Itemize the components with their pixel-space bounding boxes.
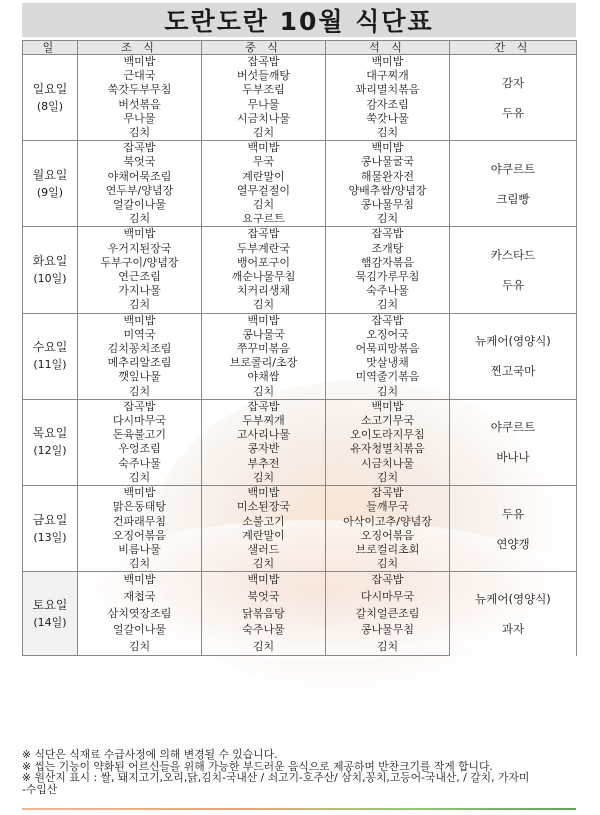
breakfast-item: 얼갈이나물 xyxy=(78,622,202,639)
header-row xyxy=(23,41,577,55)
lunch-item: 소불고기 xyxy=(202,515,326,529)
breakfast-item: 백미밥 xyxy=(78,313,202,328)
lunch-item: 김치 xyxy=(202,298,326,313)
day-date: (12일) xyxy=(33,444,67,458)
lunch-item: 잡곡밥 xyxy=(202,399,326,414)
lunch-item: 콩자반 xyxy=(202,442,326,456)
lunch-item: 콩나물국 xyxy=(202,328,326,342)
dinner-item: 들깨무국 xyxy=(326,500,450,514)
breakfast-item: 김치 xyxy=(78,639,202,656)
dinner-item: 김치 xyxy=(326,385,450,400)
lunch-item: 김치 xyxy=(202,639,326,656)
dinner-item: 다시마무국 xyxy=(326,589,450,606)
breakfast-item: 김치 xyxy=(78,471,202,486)
dinner-item: 양배추쌈/양념장 xyxy=(326,184,450,198)
breakfast-item: 버섯볶음 xyxy=(78,98,202,112)
dinner-item: 잡곡밥 xyxy=(326,313,450,328)
snack-cell xyxy=(450,227,577,313)
dinner-item: 대구찌개 xyxy=(326,69,450,83)
lunch-item: 치커리생채 xyxy=(202,284,326,298)
breakfast-item: 무나물 xyxy=(78,112,202,126)
lunch-item: 김치 xyxy=(202,557,326,572)
note-line: ※ 씹는 기능이 약화된 어르신들을 위해 가능한 부드러운 음식으로 제공하며 반찬크기를 작게 합니다. xyxy=(22,759,493,773)
lunch-item: 고사리나물 xyxy=(202,428,326,442)
lunch-item: 백미밥 xyxy=(202,572,326,589)
lunch-item: 브로콜리/초장 xyxy=(202,356,326,370)
header-snack: 간 식 xyxy=(450,41,577,55)
snack-item: 두유 xyxy=(501,105,525,120)
day-name: 일요일 xyxy=(32,81,68,96)
menu-table xyxy=(22,40,577,656)
lunch-item: 미소된장국 xyxy=(202,500,326,514)
lunch-item: 백미밥 xyxy=(202,486,326,501)
breakfast-item: 잡곡밥 xyxy=(78,141,202,156)
table-row xyxy=(23,141,577,156)
day-cell xyxy=(23,399,78,485)
breakfast-item: 잡곡밥 xyxy=(78,399,202,414)
breakfast-item: 백미밥 xyxy=(78,227,202,242)
snack-cell xyxy=(450,572,577,656)
lunch-item: 열무겉절이 xyxy=(202,184,326,198)
day-cell xyxy=(23,141,78,227)
dinner-item: 오징어국 xyxy=(326,328,450,342)
breakfast-item: 맑은동태탕 xyxy=(78,500,202,514)
dinner-item: 오이도라지무침 xyxy=(326,428,450,442)
page-title: 도란도란 10월 식단표 xyxy=(22,3,576,37)
dinner-item: 김치 xyxy=(326,471,450,486)
breakfast-item: 야채어묵조림 xyxy=(78,170,202,184)
lunch-item: 계란말이 xyxy=(202,529,326,543)
dinner-item: 잡곡밥 xyxy=(326,572,450,589)
note-line: ※ 식단은 식재료 수급사정에 의해 변경될 수 있습니다. xyxy=(22,748,278,761)
table-row xyxy=(23,55,577,70)
snack-item: 카스타드 xyxy=(490,248,536,263)
breakfast-item: 메추리알조림 xyxy=(78,356,202,370)
lunch-item: 김치 xyxy=(202,126,326,141)
lunch-item: 북엇국 xyxy=(202,589,326,606)
lunch-item: 부추전 xyxy=(202,457,326,471)
breakfast-item: 비름나물 xyxy=(78,543,202,557)
breakfast-item: 숙주나물 xyxy=(78,457,202,471)
snack-item: 두유 xyxy=(501,506,525,521)
bottom-divider xyxy=(22,808,576,810)
dinner-item: 소고기무국 xyxy=(326,414,450,428)
snack-item: 연양갱 xyxy=(496,536,530,551)
snack-cell xyxy=(450,141,577,227)
lunch-item: 야채쌈 xyxy=(202,370,326,384)
header-day: 일 xyxy=(23,41,78,55)
breakfast-item: 우엉조림 xyxy=(78,442,202,456)
day-date: (9일) xyxy=(36,185,64,199)
day-name: 수요일 xyxy=(32,340,68,355)
breakfast-item: 북엇국 xyxy=(78,155,202,169)
snack-item: 감자 xyxy=(501,75,525,90)
day-cell xyxy=(23,313,78,399)
day-date: (8일) xyxy=(36,99,64,113)
notes xyxy=(22,749,582,795)
dinner-item: 쑥갓나물 xyxy=(326,112,450,126)
lunch-item: 뱅어포구이 xyxy=(202,256,326,270)
breakfast-item: 돈육불고기 xyxy=(78,428,202,442)
lunch-item: 쭈꾸미볶음 xyxy=(202,342,326,356)
snack-cell xyxy=(450,55,577,141)
lunch-item: 숙주나물 xyxy=(202,622,326,639)
lunch-item: 요구르트 xyxy=(202,212,326,227)
dinner-item: 맛살냉채 xyxy=(326,356,450,370)
day-date: (14일) xyxy=(33,615,67,629)
header-breakfast: 조 식 xyxy=(78,41,202,55)
lunch-item: 무나물 xyxy=(202,98,326,112)
dinner-item: 미역줄기볶음 xyxy=(326,370,450,384)
dinner-item: 묵김가루무침 xyxy=(326,270,450,284)
lunch-item: 두부계란국 xyxy=(202,242,326,256)
dinner-item: 유자청멸치볶음 xyxy=(326,442,450,456)
lunch-item: 두부조림 xyxy=(202,83,326,97)
breakfast-item: 근대국 xyxy=(78,69,202,83)
dinner-item: 어묵피망볶음 xyxy=(326,342,450,356)
lunch-item: 닭볶음탕 xyxy=(202,606,326,623)
breakfast-item: 미역국 xyxy=(78,328,202,342)
dinner-item: 김치 xyxy=(326,639,450,656)
table-row xyxy=(23,486,577,501)
breakfast-item: 두부구이/양념장 xyxy=(78,256,202,270)
breakfast-item: 쑥갓두부무침 xyxy=(78,83,202,97)
dinner-item: 콩나물무침 xyxy=(326,198,450,212)
breakfast-item: 김치 xyxy=(78,385,202,400)
snack-cell xyxy=(450,399,577,485)
breakfast-item: 건파래무침 xyxy=(78,515,202,529)
day-name: 화요일 xyxy=(32,254,68,269)
dinner-item: 잡곡밥 xyxy=(326,486,450,501)
snack-item: 두유 xyxy=(501,278,525,293)
snack-item: 바나나 xyxy=(496,450,530,465)
breakfast-item: 가지나물 xyxy=(78,284,202,298)
dinner-item: 콩나물무침 xyxy=(326,622,450,639)
snack-item: 크림빵 xyxy=(496,191,530,206)
day-cell xyxy=(23,486,78,572)
snack-item: 야쿠르트 xyxy=(490,161,536,176)
dinner-item: 조개탕 xyxy=(326,242,450,256)
lunch-item: 두부찌개 xyxy=(202,414,326,428)
day-date: (13일) xyxy=(33,530,67,544)
table-row xyxy=(23,399,577,414)
lunch-item: 샐러드 xyxy=(202,543,326,557)
breakfast-item: 삼치엿장조림 xyxy=(78,606,202,623)
breakfast-item: 오징어볶음 xyxy=(78,529,202,543)
dinner-item: 김치 xyxy=(326,212,450,227)
breakfast-item: 백미밥 xyxy=(78,55,202,70)
breakfast-item: 우거지된장국 xyxy=(78,242,202,256)
lunch-item: 버섯들깨탕 xyxy=(202,69,326,83)
table-row xyxy=(23,227,577,242)
table-row xyxy=(23,572,577,589)
dinner-item: 잡곡밥 xyxy=(326,227,450,242)
dinner-item: 오징어볶음 xyxy=(326,529,450,543)
snack-item: 뉴케어(영양식) xyxy=(475,592,551,607)
breakfast-item: 김치 xyxy=(78,298,202,313)
snack-item: 과자 xyxy=(501,622,525,637)
dinner-item: 시금치나물 xyxy=(326,457,450,471)
breakfast-item: 얼갈이나물 xyxy=(78,198,202,212)
dinner-item: 백미밥 xyxy=(326,141,450,156)
breakfast-item: 백미밥 xyxy=(78,572,202,589)
dinner-item: 갈치얼큰조림 xyxy=(326,606,450,623)
snack-item: 찐고국마 xyxy=(490,364,536,379)
day-date: (11일) xyxy=(33,358,67,372)
lunch-item: 계란말이 xyxy=(202,170,326,184)
breakfast-item: 김치 xyxy=(78,557,202,572)
header-dinner: 석 식 xyxy=(326,41,450,55)
dinner-item: 김치 xyxy=(326,557,450,572)
lunch-item: 잡곡밥 xyxy=(202,227,326,242)
dinner-item: 꽈리멸치볶음 xyxy=(326,83,450,97)
lunch-item: 김치 xyxy=(202,385,326,400)
breakfast-item: 연두부/양념장 xyxy=(78,184,202,198)
day-date: (10일) xyxy=(33,272,67,286)
breakfast-item: 김치 xyxy=(78,126,202,141)
dinner-item: 김치 xyxy=(326,126,450,141)
dinner-item: 백미밥 xyxy=(326,55,450,70)
lunch-item: 무국 xyxy=(202,155,326,169)
snack-cell xyxy=(450,486,577,572)
day-name: 월요일 xyxy=(32,167,68,182)
breakfast-item: 깻잎나물 xyxy=(78,370,202,384)
day-name: 금요일 xyxy=(32,512,68,527)
dinner-item: 브로컬리초회 xyxy=(326,543,450,557)
lunch-item: 김치 xyxy=(202,198,326,212)
day-cell xyxy=(23,572,78,656)
dinner-item: 백미밥 xyxy=(326,399,450,414)
lunch-item: 시금치나물 xyxy=(202,112,326,126)
day-cell xyxy=(23,55,78,141)
lunch-item: 깨순나물무침 xyxy=(202,270,326,284)
breakfast-item: 재첩국 xyxy=(78,589,202,606)
breakfast-item: 백미밥 xyxy=(78,486,202,501)
lunch-item: 백미밥 xyxy=(202,141,326,156)
dinner-item: 콩나물굴국 xyxy=(326,155,450,169)
snack-item: 뉴케어(영양식) xyxy=(475,334,551,349)
day-cell xyxy=(23,227,78,313)
snack-item: 야쿠르트 xyxy=(490,420,536,435)
dinner-item: 숙주나물 xyxy=(326,284,450,298)
table-row xyxy=(23,313,577,328)
dinner-item: 아삭이고추/양념장 xyxy=(326,515,450,529)
lunch-item: 백미밥 xyxy=(202,313,326,328)
dinner-item: 해물완자전 xyxy=(326,170,450,184)
note-line: -수입산 xyxy=(22,782,58,796)
dinner-item: 김치 xyxy=(326,298,450,313)
day-name: 토요일 xyxy=(32,597,68,612)
breakfast-item: 김치꽁치조림 xyxy=(78,342,202,356)
dinner-item: 햄감자볶음 xyxy=(326,256,450,270)
lunch-item: 잡곡밥 xyxy=(202,55,326,70)
dinner-item: 감자조림 xyxy=(326,98,450,112)
breakfast-item: 연근조림 xyxy=(78,270,202,284)
day-name: 목요일 xyxy=(32,426,68,441)
snack-cell xyxy=(450,313,577,399)
lunch-item: 김치 xyxy=(202,471,326,486)
header-lunch: 중 식 xyxy=(202,41,326,55)
breakfast-item: 다시마무국 xyxy=(78,414,202,428)
breakfast-item: 김치 xyxy=(78,212,202,227)
note-line: ※ 원산지 표시 : 쌀, 돼지고기,오리,닭,김치-국내산 / 쇠고기-호주산/ 삼치,꽁치,고등어-국내산, / 갈치, 가자미 xyxy=(22,771,530,784)
